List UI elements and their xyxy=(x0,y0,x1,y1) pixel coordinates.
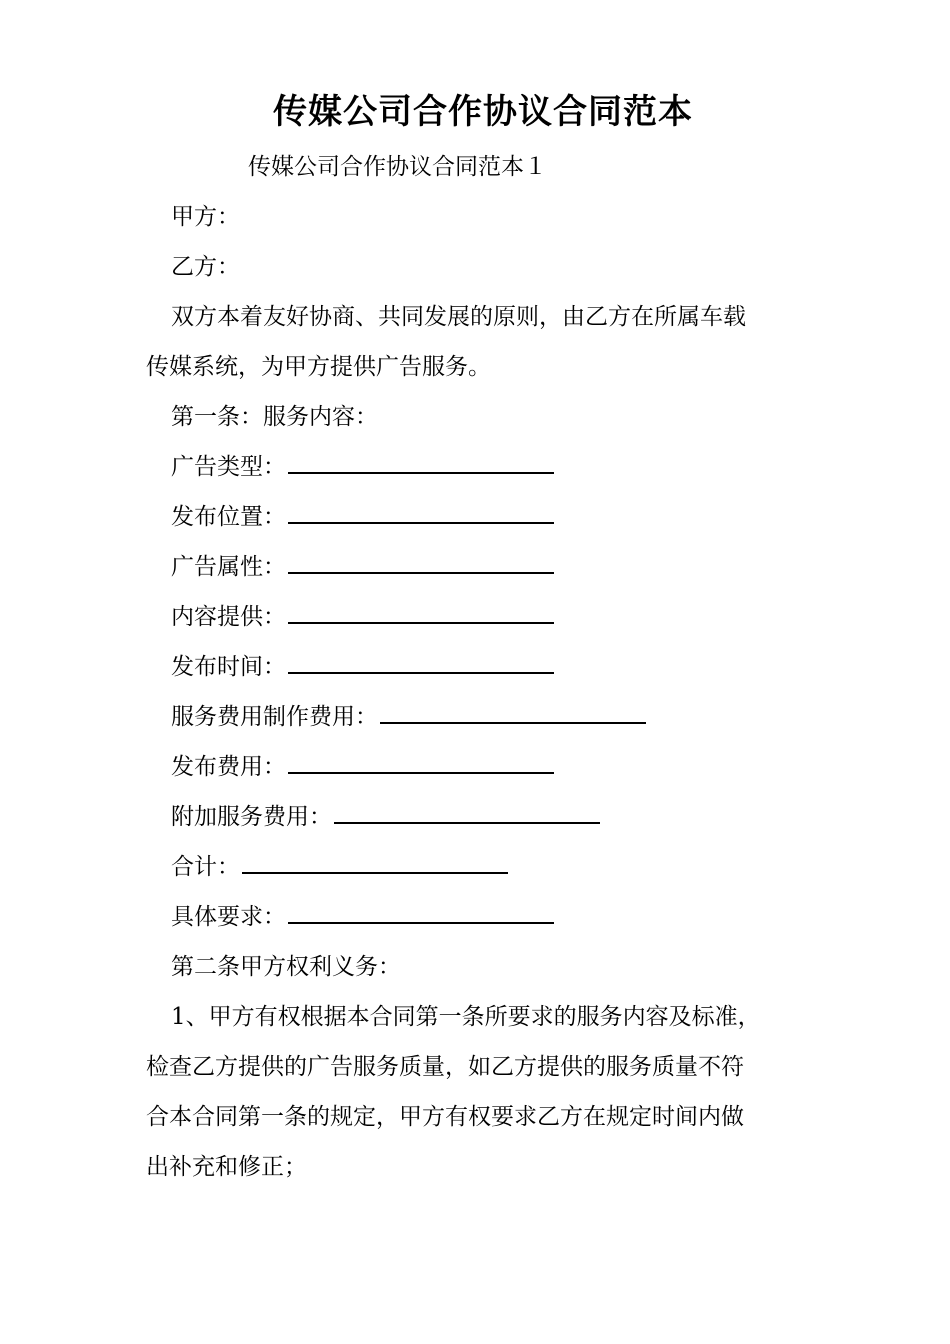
party-b-label: 乙方： xyxy=(171,254,240,280)
fill-in-blank xyxy=(288,748,554,774)
field-label: 发布费用： xyxy=(171,754,286,780)
field-label: 附加服务费用： xyxy=(171,804,332,830)
field-total xyxy=(171,847,508,887)
fill-in-blank xyxy=(380,698,646,724)
fill-in-blank xyxy=(288,498,554,524)
field-label: 合计： xyxy=(171,854,240,880)
fill-in-blank xyxy=(288,598,554,624)
fill-in-blank xyxy=(288,448,554,474)
document-title: 传媒公司合作协议合同范本 xyxy=(273,92,693,132)
fill-in-blank xyxy=(288,648,554,674)
field-publish-location xyxy=(171,497,554,537)
clause-1-line-1: 1、甲方有权根据本合同第一条所要求的服务内容及标准， xyxy=(171,1004,761,1030)
field-label: 内容提供： xyxy=(171,604,286,630)
clause-1-line-4: 出补充和修正； xyxy=(146,1154,307,1180)
field-label: 服务费用制作费用： xyxy=(171,704,378,730)
fill-in-blank xyxy=(288,548,554,574)
article-1-heading: 第一条：服务内容： xyxy=(171,404,378,430)
intro-paragraph-line-2: 传媒系统，为甲方提供广告服务。 xyxy=(146,354,491,380)
field-label: 发布时间： xyxy=(171,654,286,680)
article-2-heading: 第二条甲方权利义务： xyxy=(171,954,401,980)
fill-in-blank xyxy=(288,898,554,924)
field-label: 广告类型： xyxy=(171,454,286,480)
field-ad-attribute xyxy=(171,547,554,587)
fill-in-blank xyxy=(242,848,508,874)
field-specific-requirements xyxy=(171,897,554,937)
field-publish-time xyxy=(171,647,554,687)
field-publish-fee xyxy=(171,747,554,787)
intro-paragraph-line-1: 双方本着友好协商、共同发展的原则，由乙方在所属车载 xyxy=(171,304,746,330)
field-label: 具体要求： xyxy=(171,904,286,930)
fill-in-blank xyxy=(334,798,600,824)
field-label: 发布位置： xyxy=(171,504,286,530)
clause-1-line-2: 检查乙方提供的广告服务质量，如乙方提供的服务质量不符 xyxy=(146,1054,744,1080)
field-ad-type xyxy=(171,447,554,487)
party-a-label: 甲方： xyxy=(171,204,240,230)
clause-1-line-3: 合本合同第一条的规定，甲方有权要求乙方在规定时间内做 xyxy=(146,1104,744,1130)
field-additional-service-fee xyxy=(171,797,600,837)
field-content-provider xyxy=(171,597,554,637)
field-label: 广告属性： xyxy=(171,554,286,580)
document-subtitle: 传媒公司合作协议合同范本１ xyxy=(248,154,547,180)
field-service-production-fee xyxy=(171,697,646,737)
